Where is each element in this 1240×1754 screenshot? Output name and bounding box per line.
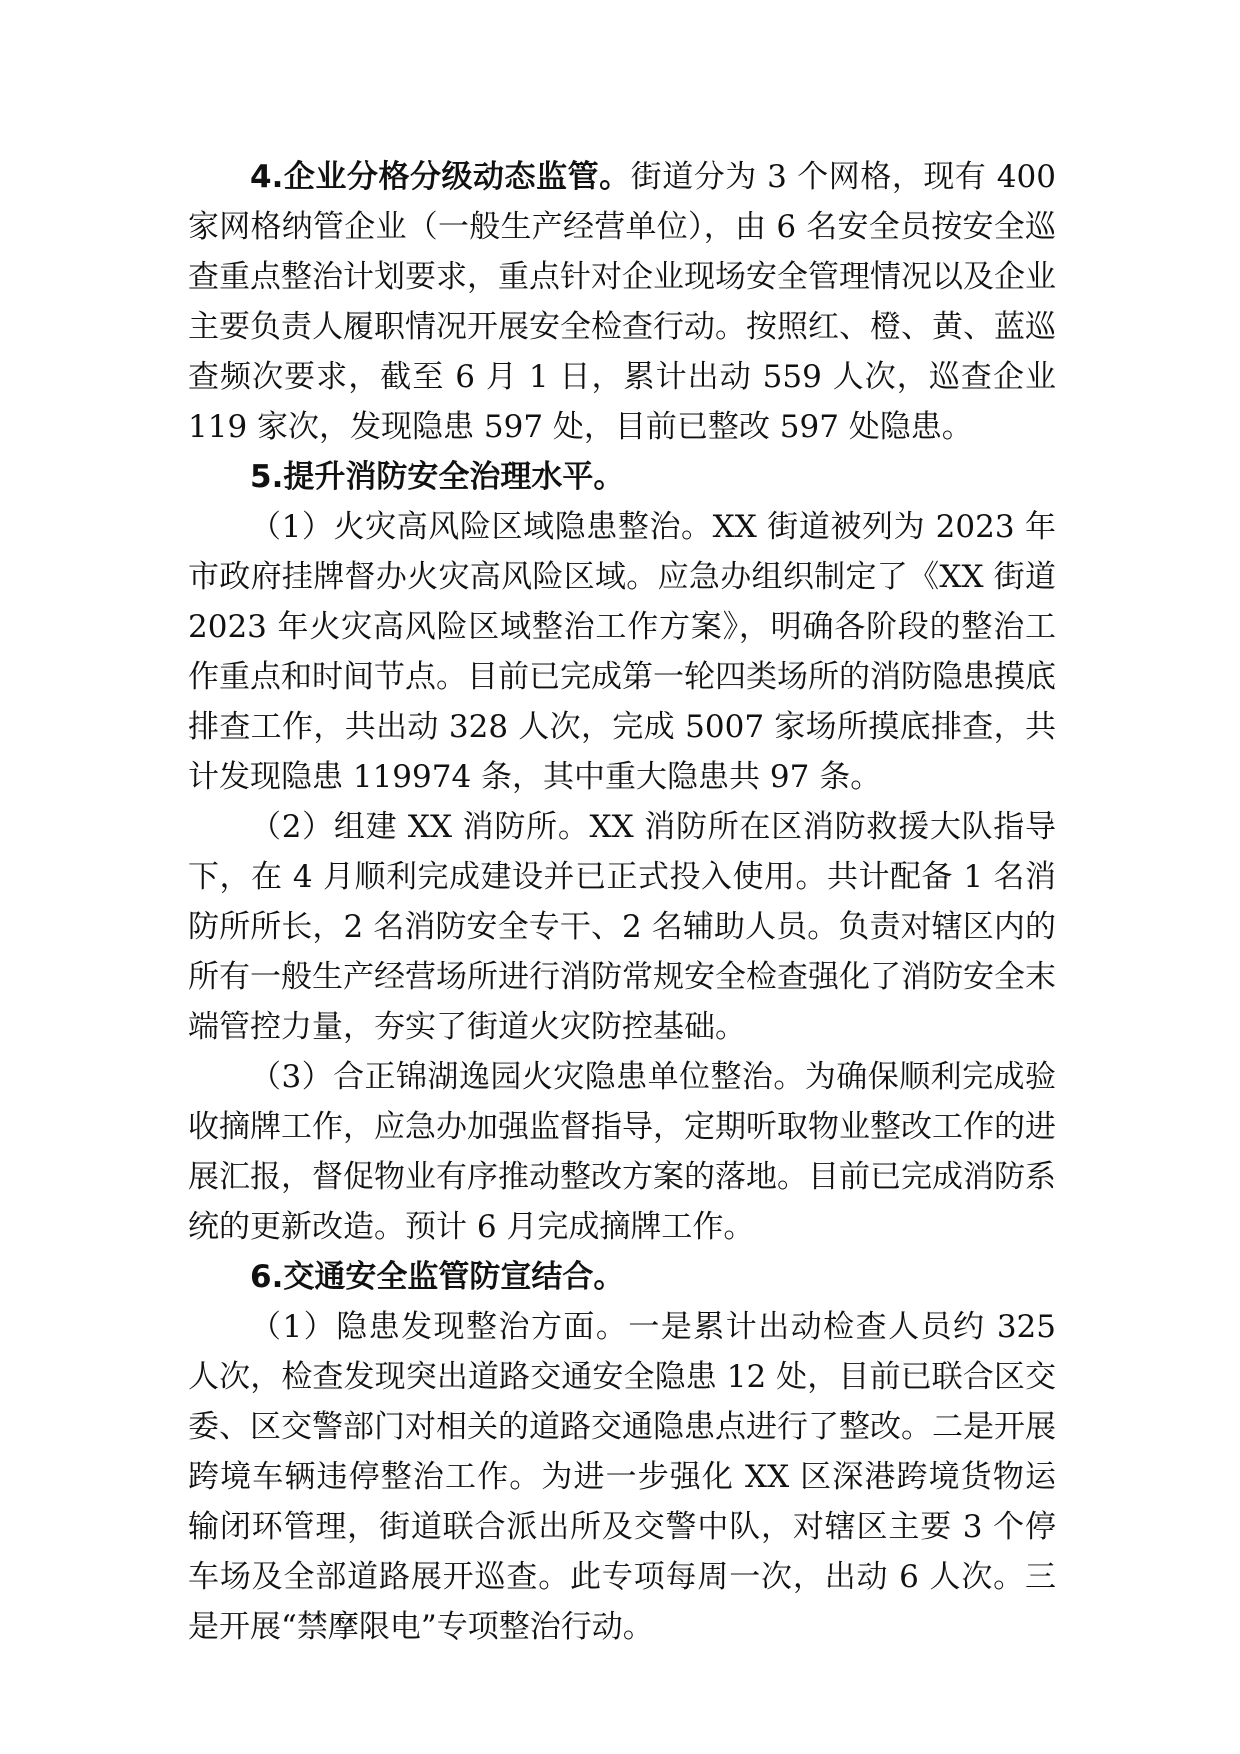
section-5-item-3: （3）合正锦湖逸园火灾隐患单位整治。为确保顺利完成验收摘牌工作，应急办加强监督指导，定期听取物业整改工作的进展汇报，督促物业有序推动整改方案的落地。目前已完成消防系统的更新改造。预计 6 月完成摘牌工作。	[188, 1059, 1056, 1245]
section-6-item-1: （1）隐患发现整治方面。一是累计出动检查人员约 325 人次，检查发现突出道路交通安全隐患 12 处，目前已联合区交委、区交警部门对相关的道路交通隐患点进行了整改。二是开展跨境车辆违停整治工作。为进一步强化 XX 区深港跨境货物运输闭环管理，街道联合派出所及交警中队，对辖区主要 3 个停车场及全部道路展开巡查。此专项每周一次，出动 6 人次。三是开展“禁摩限电”专项整治行动。	[188, 1309, 1056, 1645]
section-4-body: 街道分为 3 个网格，现有 400 家网格纳管企业（一般生产经营单位），由 6 名安全员按安全巡查重点整治计划要求，重点针对企业现场安全管理情况以及企业主要负责人履职情况开展安全检查行动。按照红、橙、黄、蓝巡查频次要求，截至 6 月 1 日，累计出动 559 人次，巡查企业 119 家次，发现隐患 597 处，目前已整改 597 处隐患。	[188, 159, 1056, 445]
section-5-item-1: （1）火灾高风险区域隐患整治。XX 街道被列为 2023 年市政府挂牌督办火灾高风险区域。应急办组织制定了《XX 街道 2023 年火灾高风险区域整治工作方案》，明确各阶段的整治工作重点和时间节点。目前已完成第一轮四类场所的消防隐患摸底排查工作，共出动 328 人次，完成 5007 家场所摸底排查，共计发现隐患 119974 条，其中重大隐患共 97 条。	[188, 509, 1056, 795]
section-6-heading: 6.交通安全监管防宣结合。	[250, 1259, 625, 1295]
section-4-heading: 4.企业分格分级动态监管。	[250, 159, 631, 195]
section-5-item-2: （2）组建 XX 消防所。XX 消防所在区消防救援大队指导下，在 4 月顺利完成建设并已正式投入使用。共计配备 1 名消防所所长，2 名消防安全专干、2 名辅助人员。负责对辖区内的所有一般生产经营场所进行消防常规安全检查强化了消防安全末端管控力量，夯实了街道火灾防控基础。	[188, 809, 1056, 1045]
section-5-heading: 5.提升消防安全治理水平。	[250, 459, 625, 495]
document-page	[188, 152, 1056, 1652]
section-4-paragraph	[188, 152, 1056, 452]
